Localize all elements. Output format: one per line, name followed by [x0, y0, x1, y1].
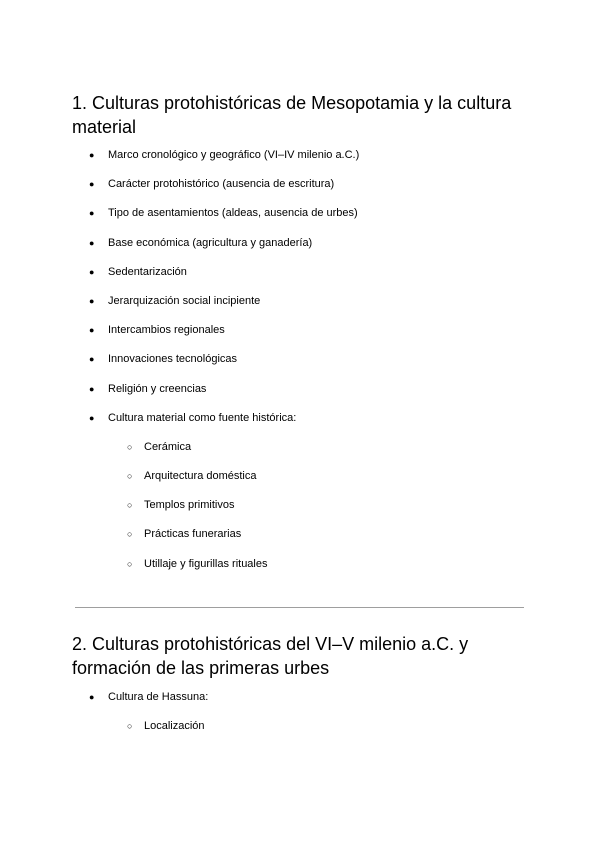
list-item-text: Carácter protohistórico (ausencia de escritura) [108, 178, 335, 191]
section-2-heading: 2. Culturas protohistóricas del VI–V milenio a.C. y formación de las primeras urbes [72, 634, 469, 678]
hollow-bullet-icon: ○ [127, 558, 133, 569]
bullet-icon: ● [89, 325, 95, 336]
list-item-text: Cultura material como fuente histórica: [108, 411, 297, 424]
sub-list-item [0, 525, 600, 554]
list-item-text: Sedentarización [108, 265, 187, 278]
hollow-bullet-icon: ○ [127, 500, 133, 511]
list-item-text: Base económica (agricultura y ganadería) [108, 236, 313, 249]
list-item [0, 234, 600, 263]
bullet-icon: ● [89, 295, 95, 306]
section-1-heading: 1. Culturas protohistóricas de Mesopotamia y la cultura material [72, 93, 512, 137]
hollow-bullet-icon: ○ [127, 721, 133, 732]
bullet-icon: ● [89, 179, 95, 190]
list-item [0, 321, 600, 350]
hollow-bullet-icon: ○ [127, 529, 133, 540]
list-item [0, 292, 600, 321]
sub-list-item-text: Localización [144, 720, 205, 733]
bullet-icon: ● [89, 150, 95, 160]
list-item [0, 409, 600, 438]
list-item [0, 204, 600, 233]
list-item-text: Innovaciones tecnológicas [108, 353, 238, 366]
list-item [0, 350, 600, 379]
hollow-bullet-icon: ○ [127, 471, 133, 482]
bullet-icon: ● [89, 383, 95, 394]
hollow-bullet-icon: ○ [127, 441, 133, 452]
sub-list-item [0, 496, 600, 525]
list-item-text: Tipo de asentamientos (aldeas, ausencia de urbes) [108, 207, 358, 220]
list-item [0, 263, 600, 292]
section-1-list [0, 146, 600, 584]
list-item [0, 175, 600, 204]
sub-list-item-text: Arquitectura doméstica [144, 470, 257, 483]
sub-list-item-text: Templos primitivos [144, 499, 235, 512]
bullet-icon: ● [89, 354, 95, 365]
list-item-text: Intercambios regionales [108, 324, 225, 337]
sub-list-item [0, 438, 600, 467]
list-item-text: Cultura de Hassuna: [108, 691, 209, 703]
list-item [0, 688, 600, 717]
bullet-icon: ● [89, 266, 95, 277]
sub-list-item-text: Cerámica [144, 440, 192, 453]
bullet-icon: ● [89, 208, 95, 219]
bullet-icon: ● [89, 237, 95, 248]
sub-list-item [0, 717, 600, 746]
sub-list-item [0, 467, 600, 496]
sub-list-item [0, 555, 600, 584]
section-divider [75, 607, 524, 608]
list-item [0, 380, 600, 409]
sub-list-item-text: Prácticas funerarias [144, 528, 242, 541]
bullet-icon: ● [89, 692, 95, 702]
section-2-list [0, 688, 600, 746]
list-item-text: Religión y creencias [108, 382, 207, 395]
list-item-text: Marco cronológico y geográfico (VI–IV milenio a.C.) [108, 149, 360, 161]
bullet-icon: ● [89, 412, 95, 423]
list-item [0, 146, 600, 175]
sub-list-item-text: Utillaje y figurillas rituales [144, 557, 268, 570]
list-item-text: Jerarquización social incipiente [108, 294, 261, 307]
